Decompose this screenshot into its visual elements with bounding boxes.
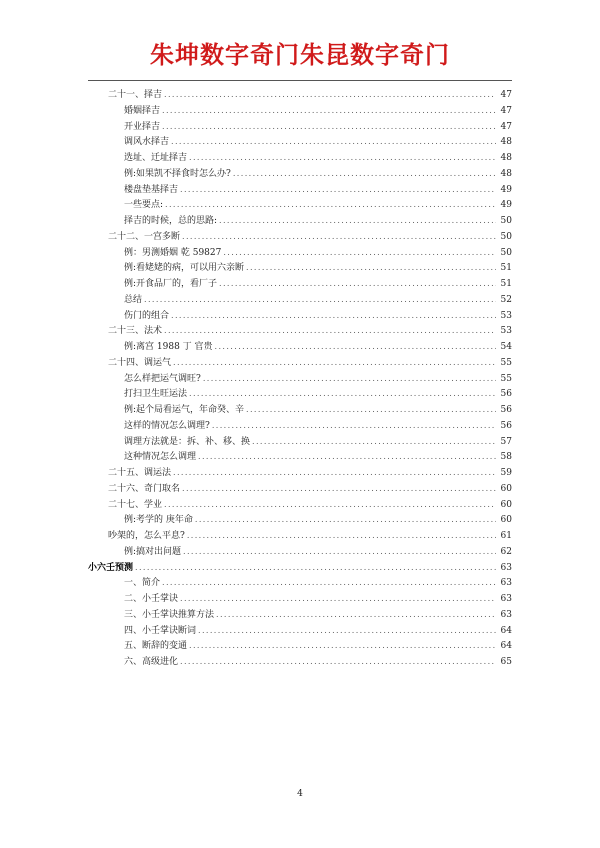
toc-leader-dots: [180, 591, 496, 607]
toc-entry-title: 二十一、择吉: [108, 90, 163, 100]
toc-entry-title: 开业择吉: [124, 121, 161, 132]
toc-entry-title: 这种情况怎么调理: [124, 452, 197, 463]
toc-entry[interactable]: [0, 166, 600, 182]
toc-entry[interactable]: [0, 654, 600, 670]
toc-entry-page: 60: [500, 499, 512, 510]
toc-entry-title: 总结: [124, 294, 143, 305]
toc-entry-page: 56: [500, 405, 512, 415]
toc-leader-dots: [162, 575, 496, 591]
toc-leader-dots: [173, 465, 496, 481]
toc-leader-dots: [216, 607, 496, 623]
toc-leader-dots: [144, 292, 496, 308]
toc-leader-dots: [233, 166, 496, 182]
toc-entry-title: 二十六、奇门取名: [108, 483, 181, 494]
toc-entry-title: 四、小壬掌诀断词: [124, 625, 197, 636]
toc-entry-page: 60: [500, 515, 512, 526]
toc-leader-dots: [189, 386, 496, 402]
toc-leader-dots: [164, 323, 496, 339]
toc-entry-page: 55: [500, 357, 512, 368]
toc-entry-page: 62: [500, 546, 512, 557]
toc-entry-title: 婚姻择吉: [124, 105, 161, 116]
toc-entry-title: 调风水择吉: [124, 137, 170, 148]
toc-leader-dots: [162, 103, 496, 119]
toc-entry[interactable]: [0, 575, 600, 591]
toc-leader-dots: [223, 245, 496, 261]
toc-entry[interactable]: [0, 87, 600, 103]
toc-leader-dots: [187, 528, 496, 544]
toc-entry-title: 选址、迁址择吉: [124, 153, 188, 163]
toc-entry-page: 63: [500, 578, 512, 589]
toc-leader-dots: [189, 638, 496, 654]
toc-leader-dots: [164, 87, 496, 103]
toc-entry[interactable]: [0, 481, 600, 497]
toc-leader-dots: [171, 308, 496, 324]
toc-entry[interactable]: [0, 434, 600, 450]
toc-entry[interactable]: [0, 497, 600, 513]
toc-entry-title: 六、高级进化: [124, 657, 179, 667]
toc-leader-dots: [195, 512, 496, 528]
toc-entry-title: 一些要点:: [124, 200, 164, 211]
toc-entry-title: 二十三、法术: [108, 326, 163, 337]
toc-entry-page: 50: [500, 247, 512, 258]
toc-entry[interactable]: [0, 528, 600, 544]
toc-entry[interactable]: [0, 607, 600, 623]
toc-entry-page: 50: [500, 216, 512, 226]
toc-entry-page: 53: [500, 326, 512, 337]
toc-leader-dots: [198, 449, 496, 465]
toc-leader-dots: [246, 260, 496, 276]
toc-leader-dots: [189, 150, 496, 166]
toc-entry-title: 吵架的，怎么平息?: [108, 531, 185, 541]
toc-entry-title: 例:如果凯不择食时怎么办?: [124, 168, 231, 179]
toc-leader-dots: [212, 418, 496, 434]
toc-entry[interactable]: [0, 103, 600, 119]
toc-entry-page: 57: [500, 436, 512, 447]
toc-leader-dots: [203, 371, 496, 387]
toc-leader-dots: [180, 182, 496, 198]
toc-entry[interactable]: [0, 150, 600, 166]
toc-entry-title: 二十二、一宫多断: [108, 231, 181, 242]
toc-entry-title: 二十五、调运法: [108, 468, 172, 478]
toc-leader-dots: [182, 229, 496, 245]
toc-entry-title: 调理方法就是：拆、补、移、换: [124, 436, 251, 447]
header-divider: [88, 80, 512, 81]
toc-entry-page: 56: [500, 389, 512, 400]
toc-entry-page: 60: [500, 483, 512, 494]
toc-entry-page: 47: [500, 105, 512, 116]
toc-entry[interactable]: [0, 260, 600, 276]
toc-entry[interactable]: [0, 623, 600, 639]
toc-entry-title: 例:看姥姥的病，可以用六亲断: [124, 263, 245, 274]
toc-entry-title: 例:离宫 1988 丁 官贵: [124, 342, 213, 352]
toc-leader-dots: [246, 402, 496, 418]
toc-entry-title: 二十七、学业: [108, 499, 163, 510]
toc-leader-dots: [164, 497, 496, 513]
toc-entry-page: 63: [500, 609, 512, 620]
toc-entry-page: 64: [500, 625, 512, 636]
toc-entry[interactable]: [0, 449, 600, 465]
toc-entry[interactable]: [0, 418, 600, 434]
toc-entry[interactable]: [0, 591, 600, 607]
toc-entry-title: 五、断辞的变通: [124, 641, 188, 652]
toc-entry-page: 58: [500, 452, 512, 463]
toc-entry-title: 怎么样把运气调旺?: [124, 373, 201, 384]
toc-entry[interactable]: [0, 544, 600, 560]
toc-entry[interactable]: [0, 292, 600, 308]
toc-entry-page: 47: [500, 90, 512, 100]
toc-leader-dots: [180, 654, 496, 670]
toc-entry-title: 例:起个局看运气，年命癸、辛: [124, 405, 245, 415]
page-number: 4: [297, 789, 303, 799]
toc-entry[interactable]: [0, 119, 600, 135]
toc-entry[interactable]: [0, 355, 600, 371]
toc-entry-page: 63: [500, 594, 512, 604]
toc-entry-page: 47: [500, 121, 512, 132]
toc-leader-dots: [252, 434, 496, 450]
toc-entry-page: 49: [500, 184, 512, 195]
toc-leader-dots: [135, 560, 496, 576]
toc-entry-page: 51: [500, 279, 512, 289]
toc-entry-page: 65: [500, 657, 512, 667]
toc-entry-title: 例：男测婚姻 乾 59827: [124, 247, 222, 258]
toc-entry-page: 53: [500, 310, 512, 321]
toc-leader-dots: [219, 276, 496, 292]
toc-entry[interactable]: [0, 339, 600, 355]
toc-entry-title: 伤门的组合: [124, 310, 170, 321]
toc-entry-title: 打扫卫生旺运法: [124, 389, 188, 400]
toc-entry-page: 50: [500, 231, 512, 242]
toc-leader-dots: [182, 481, 496, 497]
toc-entry-page: 59: [500, 468, 512, 478]
page-title: 朱坤数字奇门朱昆数字奇门: [150, 41, 450, 69]
toc-entry-page: 51: [500, 263, 512, 274]
toc-entry[interactable]: [0, 134, 600, 150]
toc-entry[interactable]: [0, 465, 600, 481]
toc-entry-title: 小六壬预测: [88, 562, 134, 573]
toc-entry[interactable]: [0, 276, 600, 292]
toc-entry-page: 48: [500, 168, 512, 179]
toc-entry-title: 例:开食品厂的，看厂子: [124, 279, 218, 289]
toc-entry[interactable]: [0, 245, 600, 261]
toc-entry-page: 48: [500, 153, 512, 163]
toc-entry[interactable]: [0, 371, 600, 387]
toc-entry[interactable]: [0, 386, 600, 402]
toc-entry-title: 这样的情况怎么调理?: [124, 420, 210, 431]
toc-entry-page: 63: [500, 562, 512, 573]
toc-leader-dots: [219, 213, 496, 229]
toc-entry[interactable]: [0, 229, 600, 245]
toc-entry-page: 64: [500, 641, 512, 652]
toc-entry[interactable]: [0, 638, 600, 654]
toc-entry-page: 61: [500, 531, 512, 541]
toc-entry-title: 楼盘垫基择吉: [124, 184, 179, 195]
toc-entry[interactable]: [0, 197, 600, 213]
toc-entry-title: 例:搞对出问题: [124, 546, 182, 557]
toc-entry[interactable]: [0, 308, 600, 324]
toc-entry[interactable]: [0, 512, 600, 528]
toc-entry-title: 一、简介: [124, 578, 161, 589]
toc-entry-page: 52: [500, 294, 512, 305]
toc-leader-dots: [165, 197, 496, 213]
toc-entry-title: 三、小壬掌诀推算方法: [124, 609, 215, 620]
toc-entry-page: 54: [500, 342, 512, 352]
toc-leader-dots: [171, 134, 496, 150]
toc-entry[interactable]: [0, 182, 600, 198]
toc-entry-title: 例:考学的 庚年命: [124, 515, 193, 526]
toc-entry-title: 二、小壬掌诀: [124, 594, 179, 604]
toc-entry-title: 择吉的时候，总的思路:: [124, 216, 218, 226]
toc-entry[interactable]: [0, 213, 600, 229]
toc-entry[interactable]: [0, 560, 600, 576]
toc-entry[interactable]: [0, 323, 600, 339]
toc-entry-page: 56: [500, 420, 512, 431]
toc-leader-dots: [183, 544, 496, 560]
toc-entry-title: 二十四、调运气: [108, 357, 172, 368]
toc-leader-dots: [215, 339, 496, 355]
toc-leader-dots: [173, 355, 496, 371]
toc-leader-dots: [198, 623, 496, 639]
toc-entry-page: 49: [500, 200, 512, 211]
toc-leader-dots: [162, 119, 496, 135]
toc-entry-page: 55: [500, 373, 512, 384]
toc-entry-page: 48: [500, 137, 512, 148]
toc-entry[interactable]: [0, 402, 600, 418]
